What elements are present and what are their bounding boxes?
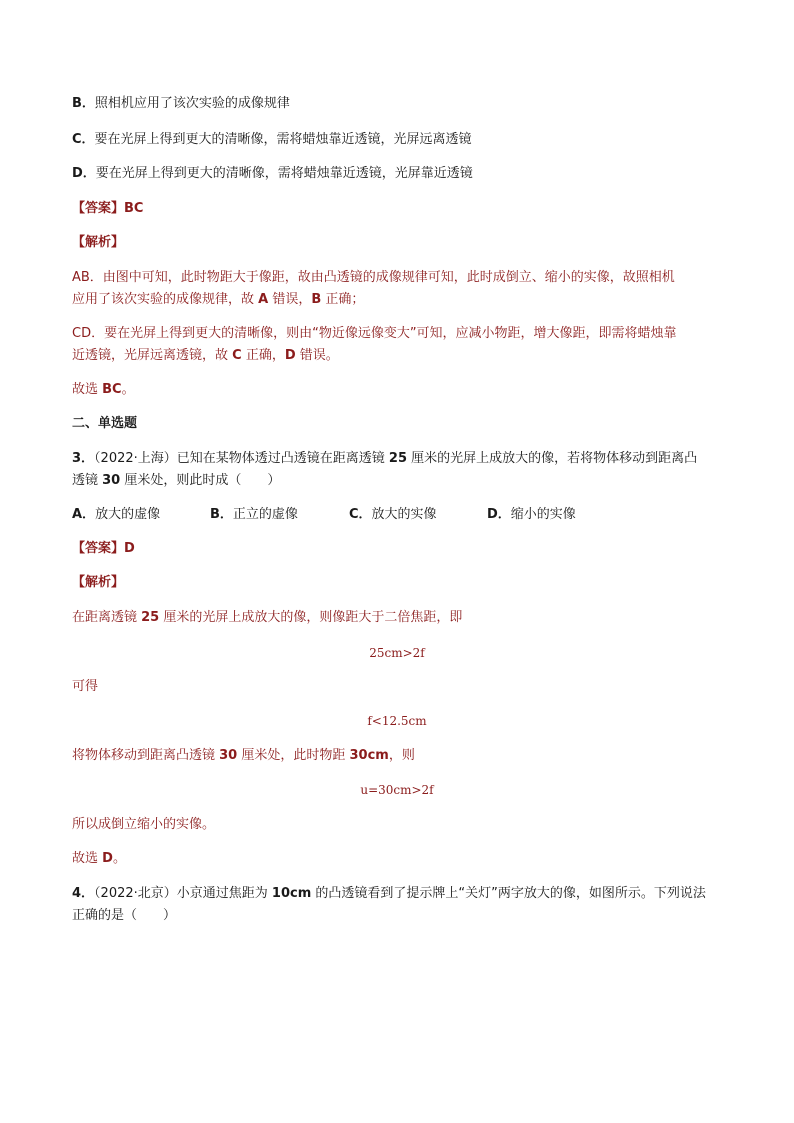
q3-option-b: B．正立的虚像 [210,507,298,522]
q3-option-c: C．放大的实像 [349,507,437,522]
q3-formula-2: f<12.5cm [367,714,427,728]
analysis-ab-line1: AB．由图中可知，此时物距大于像距，故由凸透镜的成像规律可知，此时成倒立、缩小的实像，故照相机 [72,270,675,285]
q3-analysis-line4: 所以成倒立缩小的实像。 [72,817,216,832]
q4-stem-line2: 正确的是（ ） [72,908,177,923]
q3-analysis-line2: 可得 [72,679,99,694]
answer-prev: 【答案】BC [72,201,144,216]
analysis-cd-line2: 近透镜，光屏远离透镜，故 C 正确，D 错误。 [72,348,339,363]
q3-answer: 【答案】D [72,541,135,556]
q3-formula-1: 25cm>2f [369,646,425,660]
q4-stem-line1: 4．（2022·北京）小京通过焦距为 10cm 的凸透镜看到了提示牌上“关灯”两字放大的像，如图所示。下列说法 [72,886,706,901]
option-b-prev: B．照相机应用了该次实验的成像规律 [72,96,290,111]
option-c-prev: C．要在光屏上得到更大的清晰像，需将蜡烛靠近透镜，光屏远离透镜 [72,132,472,147]
q3-analysis-line3: 将物体移动到距离凸透镜 30 厘米处，此时物距 30cm，则 [72,748,415,763]
q3-stem-line2: 透镜 30 厘米处，则此时成（ ） [72,473,281,488]
conclusion-prev: 故选 BC。 [72,382,135,397]
option-d-prev: D．要在光屏上得到更大的清晰像，需将蜡烛靠近透镜，光屏靠近透镜 [72,166,473,181]
q3-analysis-line1: 在距离透镜 25 厘米的光屏上成放大的像，则像距大于二倍焦距，即 [72,610,463,625]
analysis-cd-line1: CD．要在光屏上得到更大的清晰像，则由“物近像远像变大”可知，应减小物距，增大像距，即需将蜡烛靠 [72,326,677,341]
q3-options [72,505,576,525]
q3-conclusion: 故选 D。 [72,851,126,866]
section-title: 二、单选题 [72,416,138,431]
q3-formula-3: u=30cm>2f [360,783,434,797]
q3-option-a: A．放大的虚像 [72,507,161,522]
analysis-ab-line2: 应用了该次实验的成像规律，故 A 错误，B 正确； [72,292,365,307]
q3-stem-line1: 3．（2022·上海）已知在某物体透过凸透镜在距离透镜 25 厘米的光屏上成放大的像，若将物体移动到距离凸 [72,451,698,466]
q3-analysis-label: 【解析】 [72,575,125,590]
analysis-label-prev: 【解析】 [72,235,125,250]
q3-option-d: D．缩小的实像 [487,507,576,522]
